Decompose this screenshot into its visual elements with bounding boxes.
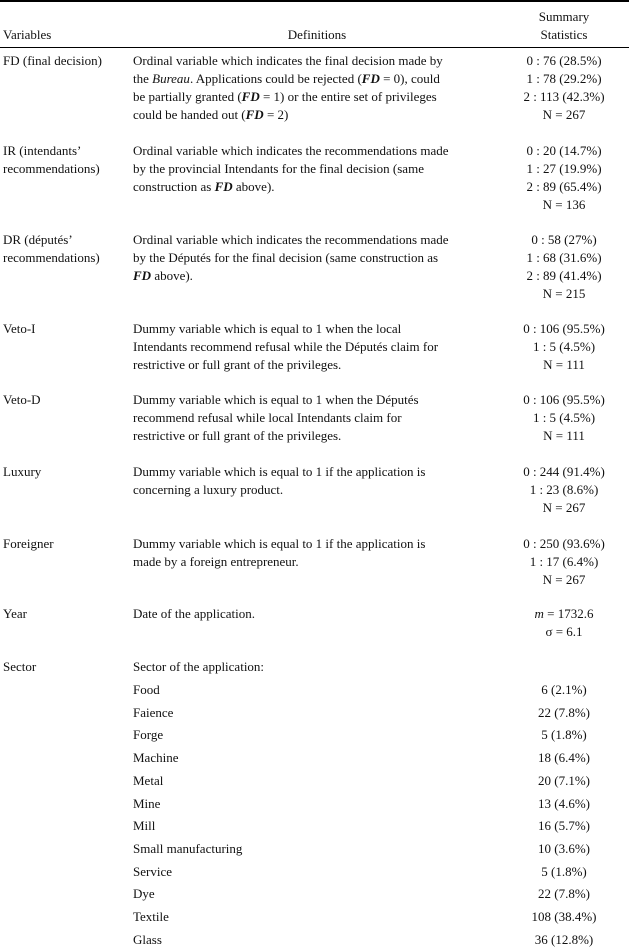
row-fd-statistics bbox=[500, 52, 628, 124]
stat-line: 1 : 27 (19.9%) bbox=[526, 161, 602, 176]
top-rule bbox=[0, 0, 629, 2]
sector-name: Machine bbox=[133, 750, 179, 765]
sector-value: 20 (7.1%) bbox=[538, 773, 590, 788]
stat-line: 0 : 106 (95.5%) bbox=[523, 392, 605, 407]
row-foreigner-statistics bbox=[500, 535, 628, 589]
stat-line: N = 111 bbox=[543, 428, 585, 443]
stat-line: N = 267 bbox=[542, 500, 586, 515]
definition-line: Ordinal variable which indicates the recommendations made bbox=[133, 143, 449, 158]
sector-name: Glass bbox=[133, 932, 162, 947]
text-run: = 0), could bbox=[379, 71, 440, 86]
header-summary-statistics bbox=[500, 8, 628, 44]
definition-line: Dummy variable which is equal to 1 if the application is bbox=[133, 464, 426, 479]
stat-line: N = 267 bbox=[542, 572, 586, 587]
row-fd-definition bbox=[133, 52, 443, 124]
fd-symbol: FD bbox=[245, 107, 264, 122]
sector-value: 5 (1.8%) bbox=[541, 727, 587, 742]
variable-line: recommendations) bbox=[3, 250, 100, 265]
header-summary-line1: Summary bbox=[538, 9, 590, 24]
row-luxury-definition bbox=[133, 463, 425, 499]
stat-line bbox=[500, 605, 628, 623]
definition-line bbox=[133, 178, 449, 196]
fd-symbol: FD bbox=[133, 268, 152, 283]
sector-name: Dye bbox=[133, 886, 155, 901]
row-fd-variable: FD (final decision) bbox=[3, 53, 102, 68]
stat-line: N = 111 bbox=[543, 357, 585, 372]
header-definitions: Definitions bbox=[287, 27, 347, 42]
text-run: = 1732.6 bbox=[543, 606, 594, 621]
sector-name: Mine bbox=[133, 796, 161, 811]
italic-term: Bureau bbox=[152, 71, 190, 86]
row-ir-variable bbox=[3, 142, 100, 178]
row-sector-definition: Sector of the application: bbox=[133, 659, 265, 674]
sector-name: Metal bbox=[133, 773, 164, 788]
stat-line: 1 : 17 (6.4%) bbox=[529, 554, 599, 569]
stat-line: 2 : 113 (42.3%) bbox=[523, 89, 605, 104]
row-year-statistics bbox=[500, 605, 628, 641]
fd-symbol: FD bbox=[214, 179, 233, 194]
stat-line: 0 : 20 (14.7%) bbox=[526, 143, 602, 158]
definition-line bbox=[133, 267, 449, 285]
fd-symbol: FD bbox=[361, 71, 380, 86]
definition-line bbox=[133, 88, 443, 106]
sector-name: Faience bbox=[133, 705, 174, 720]
text-run: be partially granted ( bbox=[133, 89, 242, 104]
definition-line: Ordinal variable which indicates the recommendations made bbox=[133, 232, 449, 247]
sector-value: 22 (7.8%) bbox=[538, 705, 590, 720]
sector-value: 16 (5.7%) bbox=[538, 818, 590, 833]
definition-line: Ordinal variable which indicates the final decision made by bbox=[133, 53, 443, 68]
stat-line: 0 : 244 (91.4%) bbox=[523, 464, 605, 479]
mean-symbol: m bbox=[534, 606, 544, 621]
variable-line: recommendations) bbox=[3, 161, 100, 176]
row-veto-i-variable: Veto-I bbox=[3, 321, 36, 336]
sector-name: Small manufacturing bbox=[133, 841, 243, 856]
sector-value: 6 (2.1%) bbox=[541, 682, 587, 697]
header-rule bbox=[0, 47, 629, 48]
sector-value: 36 (12.8%) bbox=[534, 932, 594, 947]
row-veto-d-definition bbox=[133, 391, 419, 445]
definition-line: recommend refusal while local Intendants claim for bbox=[133, 410, 402, 425]
definition-line: made by a foreign entrepreneur. bbox=[133, 554, 299, 569]
text-run: = 2) bbox=[263, 107, 289, 122]
stat-line: 1 : 78 (29.2%) bbox=[526, 71, 602, 86]
row-dr-variable bbox=[3, 231, 100, 267]
sector-value: 5 (1.8%) bbox=[541, 864, 587, 879]
sector-name: Mill bbox=[133, 818, 156, 833]
variable-line: IR (intendants’ bbox=[3, 143, 82, 158]
fd-symbol: FD bbox=[241, 89, 260, 104]
text-run: above). bbox=[232, 179, 275, 194]
row-ir-statistics bbox=[500, 142, 628, 214]
row-veto-d-variable: Veto-D bbox=[3, 392, 41, 407]
stat-line: N = 136 bbox=[542, 197, 586, 212]
stat-line: N = 267 bbox=[542, 107, 586, 122]
text-run: above). bbox=[151, 268, 193, 283]
stat-line: 1 : 5 (4.5%) bbox=[532, 339, 596, 354]
row-dr-statistics bbox=[500, 231, 628, 303]
definition-line bbox=[133, 70, 443, 88]
stat-line: N = 215 bbox=[542, 286, 586, 301]
text-run: . Applications could be rejected ( bbox=[189, 71, 362, 86]
sector-name: Food bbox=[133, 682, 160, 697]
stat-line: σ = 6.1 bbox=[545, 624, 583, 639]
text-run: = 1) or the entire set of privileges bbox=[259, 89, 437, 104]
stat-line: 0 : 58 (27%) bbox=[531, 232, 597, 247]
variable-line: DR (députés’ bbox=[3, 232, 73, 247]
row-veto-d-statistics bbox=[500, 391, 628, 445]
definition-line: Dummy variable which is equal to 1 when the Députés bbox=[133, 392, 419, 407]
row-luxury-variable: Luxury bbox=[3, 464, 42, 479]
stat-line: 0 : 106 (95.5%) bbox=[523, 321, 605, 336]
row-foreigner-definition bbox=[133, 535, 425, 571]
stat-line: 0 : 76 (28.5%) bbox=[526, 53, 602, 68]
row-ir-definition bbox=[133, 142, 449, 196]
stat-line: 2 : 89 (65.4%) bbox=[526, 179, 602, 194]
text-run: could be handed out ( bbox=[133, 107, 246, 122]
definition-line: by the Députés for the final decision (same construction as bbox=[133, 250, 439, 265]
stat-line: 1 : 5 (4.5%) bbox=[532, 410, 596, 425]
sector-value: 13 (4.6%) bbox=[538, 796, 590, 811]
row-year-definition: Date of the application. bbox=[133, 606, 256, 621]
definition-line: restrictive or full grant of the privileges. bbox=[133, 428, 342, 443]
row-veto-i-statistics bbox=[500, 320, 628, 374]
definition-line: Dummy variable which is equal to 1 if the application is bbox=[133, 536, 426, 551]
stat-line: 2 : 89 (41.4%) bbox=[526, 268, 602, 283]
text-run: construction as bbox=[133, 179, 215, 194]
sector-name: Textile bbox=[133, 909, 169, 924]
definition-line: by the provincial Intendants for the final decision (same bbox=[133, 161, 424, 176]
row-year-variable: Year bbox=[3, 606, 27, 621]
definition-line: restrictive or full grant of the privileges. bbox=[133, 357, 342, 372]
sector-value: 108 (38.4%) bbox=[531, 909, 597, 924]
header-summary-line2: Statistics bbox=[540, 27, 588, 42]
row-sector-variable: Sector bbox=[3, 659, 37, 674]
text-run: the bbox=[133, 71, 153, 86]
stat-line: 1 : 68 (31.6%) bbox=[526, 250, 602, 265]
definition-line bbox=[133, 106, 443, 124]
sector-value: 22 (7.8%) bbox=[538, 886, 590, 901]
definition-line: Dummy variable which is equal to 1 when the local bbox=[133, 321, 402, 336]
sector-value: 18 (6.4%) bbox=[538, 750, 590, 765]
row-foreigner-variable: Foreigner bbox=[3, 536, 54, 551]
stat-line: 1 : 23 (8.6%) bbox=[529, 482, 599, 497]
row-luxury-statistics bbox=[500, 463, 628, 517]
definition-line: concerning a luxury product. bbox=[133, 482, 284, 497]
sector-value: 10 (3.6%) bbox=[538, 841, 590, 856]
stat-line: 0 : 250 (93.6%) bbox=[523, 536, 605, 551]
definition-line: Intendants recommend refusal while the Députés claim for bbox=[133, 339, 439, 354]
row-dr-definition bbox=[133, 231, 449, 285]
row-veto-i-definition bbox=[133, 320, 438, 374]
sector-name: Service bbox=[133, 864, 172, 879]
header-variables: Variables bbox=[3, 27, 52, 42]
sector-name: Forge bbox=[133, 727, 164, 742]
